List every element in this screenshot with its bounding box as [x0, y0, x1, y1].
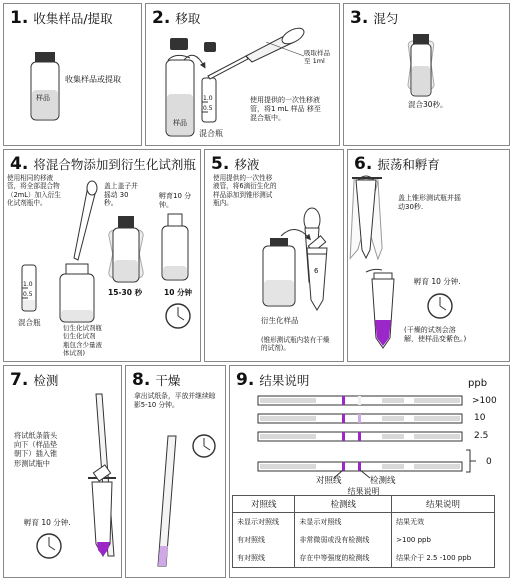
- step-6-panel: [347, 149, 510, 362]
- add-reagent-diagram: [4, 150, 202, 363]
- mark-1-0: 1.0: [203, 95, 213, 102]
- strip-pad: [414, 434, 460, 439]
- pipette-caption: 吸取样品 至 1ml: [304, 49, 330, 66]
- strip-pad: [382, 434, 404, 439]
- step-8-text: 拿出试纸条，平放并继续晾 影5-10 分钟。: [134, 392, 216, 409]
- table-cell: 有对照线: [233, 531, 295, 549]
- step-7-incubate: 孵育 10 分钟.: [24, 518, 71, 527]
- test-line-label: 检测线: [370, 476, 396, 486]
- incubate-time-label: 10 分钟: [164, 288, 193, 297]
- step-title-text: 将混合物添加到衍生化试剂瓶: [33, 157, 196, 172]
- table-row: [233, 513, 495, 532]
- sample-vial-label: 样品: [36, 94, 50, 102]
- step-5-panel: [204, 149, 344, 362]
- result-strips: [230, 366, 511, 486]
- strip-pad: [260, 464, 316, 469]
- table-row: [233, 531, 495, 549]
- control-line-mark: [342, 432, 345, 441]
- mix-bottle-label: 混合瓶: [18, 318, 41, 327]
- step-4-text-left: 使用相同的移液 管，将全部混合物 （2mL）加入衍生 化试剂瓶中。: [7, 174, 61, 208]
- mark-1-0: 1.0: [23, 281, 33, 288]
- step-7-text: 将试纸条箭头 向下（样品垫 朝下）插入锥 形测试瓶中: [14, 431, 58, 468]
- drops-count: 6: [314, 267, 319, 275]
- step-5-text: 使用提供的一次性移 液管，将6滴衍生化的 样品添加到锥形测试 瓶内。: [213, 174, 277, 208]
- step-1-panel: [3, 3, 142, 146]
- step-4-panel: [3, 149, 201, 362]
- table-cell: 未显示对照线: [295, 513, 392, 532]
- step-5-note: (锥形测试瓶内装有干燥 的试剂)。: [261, 336, 330, 353]
- step-4-text-right: 孵育10 分钟。: [159, 192, 192, 209]
- control-line-mark: [342, 462, 345, 471]
- test-line-mark: [358, 432, 361, 441]
- level-label-0: 0: [486, 457, 492, 467]
- step-title-text: 移取: [175, 11, 201, 26]
- strip-pad: [382, 416, 404, 421]
- control-line-label: 对照线: [316, 476, 342, 486]
- step-number: 5.: [211, 154, 230, 174]
- step-title-text: 混匀: [373, 11, 399, 26]
- level-label-2-5: 2.5: [474, 431, 489, 441]
- step-title-text: 收集样品/提取: [33, 11, 113, 26]
- shake-time-label: 15-30 秒: [108, 288, 143, 297]
- step-number: 9.: [236, 370, 255, 390]
- step-title-text: 结果说明: [259, 373, 310, 388]
- col-test: 检测线: [295, 496, 392, 513]
- step-number: 7.: [10, 370, 29, 390]
- derivatized-sample-label: 衍生化样品: [261, 316, 299, 325]
- transfer-drops-diagram: [205, 150, 345, 363]
- step-8-panel: [125, 365, 226, 578]
- step-2-panel: [145, 3, 340, 146]
- table-cell: 有对照线: [233, 549, 295, 568]
- reagent-bottle-label: 衍生化试剂瓶 衍生化试剂 瓶包含少量液 体试剂): [63, 324, 102, 357]
- strip-pad: [260, 398, 316, 403]
- table-cell: 存在中等强度的检测线: [295, 549, 392, 568]
- table-row: [233, 549, 495, 568]
- step-title-text: 移液: [234, 157, 260, 172]
- step-7-panel: [3, 365, 122, 578]
- step-6-incubate: 孵育 10 分钟.: [414, 277, 461, 286]
- strip-pad: [382, 464, 404, 469]
- step-2-instruction: 使用提供的一次性移液 管，将1 mL 样品 移至 混合瓶中。: [250, 96, 321, 122]
- col-control: 对照线: [233, 496, 295, 513]
- mark-0-5: 0.5: [23, 291, 33, 298]
- step-number: 8.: [132, 370, 151, 390]
- mix-bottle-label: 混合瓶: [199, 129, 223, 138]
- level-label-100: >100: [472, 396, 497, 406]
- step-4-text-mid: 盖上盖子并 摇动 30 秒。: [104, 182, 138, 208]
- strip-pad: [260, 416, 316, 421]
- col-result: 结果说明: [392, 496, 495, 513]
- step-3-text: 混合30秒。: [408, 100, 448, 109]
- test-line-mark: [358, 462, 361, 471]
- ppb-unit: ppb: [468, 378, 488, 389]
- result-table: [232, 495, 495, 568]
- table-cell: 结果无效: [392, 513, 495, 532]
- table-cell: 结果介于 2.5 -100 ppb: [392, 549, 495, 568]
- step-title-text: 检测: [33, 373, 59, 388]
- mark-0-5: 0.5: [203, 105, 213, 112]
- step-6-text: 盖上锥形测试瓶并摇 动30秒.: [398, 194, 461, 211]
- step-number: 3.: [350, 8, 369, 28]
- insert-strip-diagram: [4, 366, 123, 579]
- table-cell: 非常微弱或没有检测线: [295, 531, 392, 549]
- control-line-mark: [342, 414, 345, 423]
- strip-pad: [414, 464, 460, 469]
- table-cell: >100 ppb: [392, 531, 495, 549]
- level-label-10: 10: [474, 413, 486, 423]
- table-cell: 未显示对照线: [233, 513, 295, 532]
- result-table-title: 结果说明: [347, 487, 380, 496]
- shake-vial-icon: [344, 4, 511, 147]
- step-3-panel: [343, 3, 510, 146]
- step-number: 4.: [10, 154, 29, 174]
- step-number: 6.: [354, 154, 373, 174]
- step-title-text: 振荡和孵育: [377, 157, 440, 172]
- strip-pad: [414, 416, 460, 421]
- step-1-text: 收集样品或提取: [65, 75, 121, 84]
- step-number: 2.: [152, 8, 171, 28]
- step-title-text: 干燥: [155, 373, 181, 388]
- test-line-mark: [358, 396, 361, 405]
- test-line-mark: [358, 414, 361, 423]
- step-6-note: (干燥的试剂会溶 解，使样品变紫色。): [404, 326, 467, 343]
- control-line-mark: [342, 396, 345, 405]
- dry-strip-diagram: [126, 366, 227, 579]
- strip-pad: [382, 398, 404, 403]
- strip-pad: [414, 398, 460, 403]
- step-number: 1.: [10, 8, 29, 28]
- bracket: [466, 450, 470, 472]
- strip-pad: [260, 434, 316, 439]
- sample-vial-label: 样品: [173, 119, 187, 127]
